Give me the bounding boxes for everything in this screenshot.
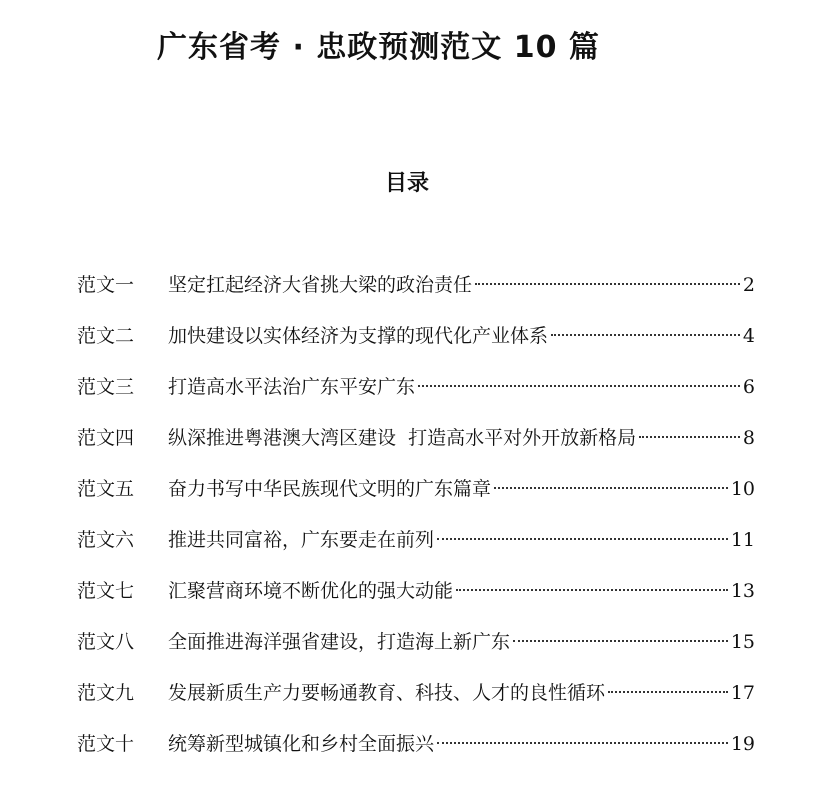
toc-dot-leader xyxy=(608,691,728,693)
toc-entry-title: 坚定扛起经济大省挑大梁的政治责任 xyxy=(168,274,473,296)
toc-entry-page: 10 xyxy=(730,478,755,500)
toc-entry-page: 4 xyxy=(742,325,755,347)
toc-dot-leader xyxy=(475,283,740,285)
toc-entry-number: 范文十 xyxy=(77,733,135,755)
toc-entry-number: 范文五 xyxy=(77,478,135,500)
toc-entry[interactable] xyxy=(77,420,755,471)
toc-entry-number: 范文四 xyxy=(77,427,135,449)
document-title: 广东省考 · 忠政预测范文 10 篇 xyxy=(157,30,600,65)
toc-entry-number: 范文八 xyxy=(77,631,135,653)
toc-entry-title: 奋力书写中华民族现代文明的广东篇章 xyxy=(168,478,492,500)
table-of-contents xyxy=(77,267,755,777)
toc-entry-title: 全面推进海洋强省建设，打造海上新广东 xyxy=(168,631,511,653)
toc-dot-leader xyxy=(639,436,740,438)
toc-dot-leader xyxy=(437,742,728,744)
toc-entry-page: 2 xyxy=(742,274,755,296)
toc-entry-number: 范文一 xyxy=(77,274,135,296)
toc-heading: 目录 xyxy=(384,171,429,196)
toc-entry-title: 纵深推进粤港澳大湾区建设 打造高水平对外开放新格局 xyxy=(168,427,637,449)
toc-dot-leader xyxy=(513,640,728,642)
toc-entry-title: 发展新质生产力要畅通教育、科技、人才的良性循环 xyxy=(168,682,606,704)
toc-entry-title: 打造高水平法治广东平安广东 xyxy=(168,376,416,398)
toc-entry[interactable] xyxy=(77,318,755,369)
toc-entry[interactable] xyxy=(77,267,755,318)
toc-entry-title: 汇聚营商环境不断优化的强大动能 xyxy=(168,580,454,602)
toc-entry-number: 范文二 xyxy=(77,325,135,347)
toc-entry-title: 统筹新型城镇化和乡村全面振兴 xyxy=(168,733,435,755)
toc-entry-number: 范文七 xyxy=(77,580,135,602)
toc-dot-leader xyxy=(494,487,728,489)
toc-entry[interactable] xyxy=(77,675,755,726)
toc-entry-page: 6 xyxy=(742,376,755,398)
toc-entry[interactable] xyxy=(77,369,755,420)
toc-dot-leader xyxy=(418,385,740,387)
toc-entry-number: 范文九 xyxy=(77,682,135,704)
toc-entry[interactable] xyxy=(77,726,755,777)
toc-entry-page: 13 xyxy=(730,580,755,602)
toc-entry[interactable] xyxy=(77,573,755,624)
toc-entry[interactable] xyxy=(77,471,755,522)
toc-entry-page: 11 xyxy=(730,529,755,551)
toc-entry-page: 19 xyxy=(730,733,755,755)
toc-entry-title: 推进共同富裕，广东要走在前列 xyxy=(168,529,435,551)
toc-entry[interactable] xyxy=(77,624,755,675)
toc-dot-leader xyxy=(437,538,728,540)
toc-entry-number: 范文六 xyxy=(77,529,135,551)
toc-entry-page: 15 xyxy=(730,631,755,653)
toc-entry-page: 8 xyxy=(742,427,755,449)
toc-dot-leader xyxy=(551,334,740,336)
toc-entry-number: 范文三 xyxy=(77,376,135,398)
toc-entry-page: 17 xyxy=(730,682,755,704)
toc-dot-leader xyxy=(456,589,728,591)
toc-entry[interactable] xyxy=(77,522,755,573)
toc-entry-title: 加快建设以实体经济为支撑的现代化产业体系 xyxy=(168,325,549,347)
